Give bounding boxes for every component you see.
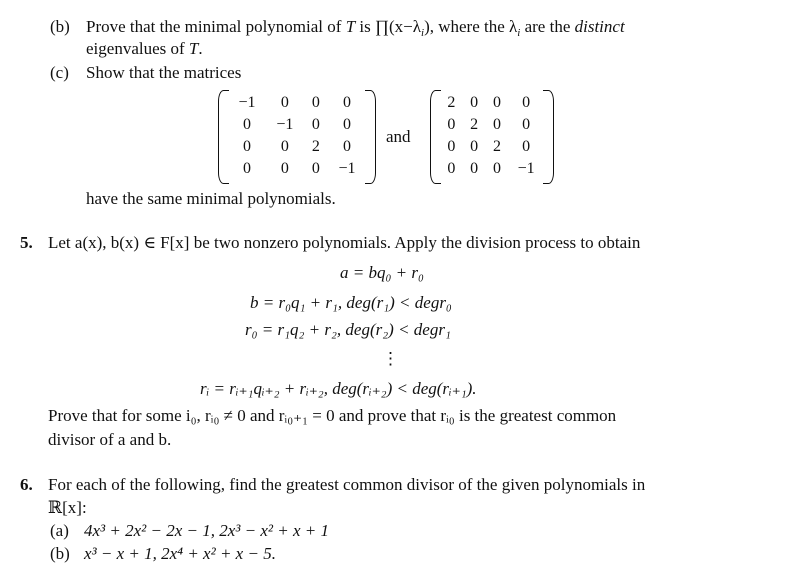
matrix-cell: 0: [447, 138, 456, 155]
matrix-cell: 0: [470, 138, 479, 155]
problem-5-intro: Let a(x), b(x) ∈ F[x] be two nonzero polynomials. Apply the division process to obtain: [48, 233, 641, 252]
matrix-cell: 0: [343, 138, 352, 155]
part-b-distinct: distinct: [574, 17, 625, 36]
part-b-product: ∏(x−λ: [375, 17, 421, 36]
problem-5-prove-line2: divisor of a and b.: [48, 430, 172, 449]
part-c-text: Show that the matrices: [86, 63, 242, 82]
matrix-cell: 0: [492, 116, 501, 133]
problem-6-line2: ℝ[x]:: [48, 498, 87, 517]
matrix-cell: 0: [280, 94, 289, 111]
matrix-cell: 0: [280, 160, 289, 177]
matrix-cell: 0: [447, 116, 456, 133]
problem-5-vdots: ⋮: [382, 349, 399, 368]
part-b-text: Prove that the minimal polynomial of: [86, 17, 346, 36]
matrix-cell: 0: [280, 138, 289, 155]
matrix-2: [430, 90, 554, 182]
part-b-line2: [86, 38, 203, 60]
problem-6-line1: For each of the following, find the greatest common divisor of the given polynomials in: [48, 475, 646, 494]
matrix-cell: 0: [242, 160, 251, 177]
matrix-1-grid: [228, 92, 366, 180]
problem-6-b-text: x³ − x + 1, 2x⁴ + x² + x − 5.: [84, 544, 276, 563]
problem-5-prove-line1: Prove that for some i₀, rᵢ₀ ≠ 0 and rᵢ₀₊₁ = 0 and prove that rᵢ₀ is the greatest common: [48, 406, 617, 425]
matrix-cell: −1: [517, 160, 535, 177]
matrix-cell: 0: [492, 94, 501, 111]
matrix-cell: 0: [242, 116, 251, 133]
problem-5-number: 5.: [20, 233, 33, 252]
matrix-2-grid: [440, 92, 544, 180]
matrix-cell: 0: [470, 160, 479, 177]
part-b-product-close: ), where the: [424, 17, 510, 36]
part-c-after: have the same minimal polynomials.: [86, 189, 336, 208]
matrix-cell: 0: [343, 116, 352, 133]
problem-5-eq2: b = r₀q₁ + r₁, deg(r₁) < degr₀: [250, 293, 452, 312]
problem-6-b-label: (b): [50, 544, 70, 563]
matrix-cell: 0: [470, 94, 479, 111]
part-c-and: and: [386, 127, 411, 146]
part-b-T2: T: [188, 39, 199, 58]
part-b-T: T: [345, 17, 356, 36]
matrix-cell: 0: [242, 138, 251, 155]
part-b-lambda: λ: [509, 17, 518, 36]
matrix-cell: 0: [311, 94, 320, 111]
matrix-1: [218, 90, 376, 182]
part-b-product-sub: i: [421, 27, 425, 39]
matrix-cell: 0: [343, 94, 352, 111]
matrix-cell: 0: [311, 160, 320, 177]
problem-5-eq3: r₀ = r₁q₂ + r₂, deg(r₂) < degr₁: [245, 320, 451, 339]
matrix-cell: 2: [311, 138, 320, 155]
matrix-cell: 0: [522, 116, 531, 133]
problem-6-a-label: (a): [50, 521, 69, 540]
problem-6-a-text: 4x³ + 2x² − 2x − 1, 2x³ − x² + x + 1: [84, 521, 329, 540]
matrix-cell: −1: [338, 160, 356, 177]
matrix-cell: 2: [492, 138, 501, 155]
problem-5-eq1: a = bq₀ + r₀: [340, 263, 424, 282]
matrix-cell: 2: [447, 94, 456, 111]
part-b-are-the: are the: [520, 17, 575, 36]
problem-5-eq4: rᵢ = rᵢ₊₁qᵢ₊₂ + rᵢ₊₂, deg(rᵢ₊₂) < deg(rᵢ₊₁).: [200, 379, 477, 398]
part-b-lambda-sub: i: [517, 27, 521, 39]
part-b-label: (b): [50, 17, 70, 36]
matrix-cell: −1: [276, 116, 294, 133]
matrix-cell: 2: [470, 116, 479, 133]
matrix-cell: 0: [522, 94, 531, 111]
matrix-cell: 0: [492, 160, 501, 177]
part-b-eigenvalues: eigenvalues of: [86, 39, 189, 58]
part-b-is: is: [355, 17, 375, 36]
matrix-cell: 0: [447, 160, 456, 177]
problem-6-number: 6.: [20, 475, 33, 494]
matrix-2-right-paren: [543, 90, 554, 184]
matrix-cell: −1: [238, 94, 256, 111]
matrix-cell: 0: [311, 116, 320, 133]
part-b-period: .: [198, 39, 203, 58]
part-c-label: (c): [50, 63, 69, 82]
matrix-1-right-paren: [365, 90, 376, 184]
matrix-cell: 0: [522, 138, 531, 155]
